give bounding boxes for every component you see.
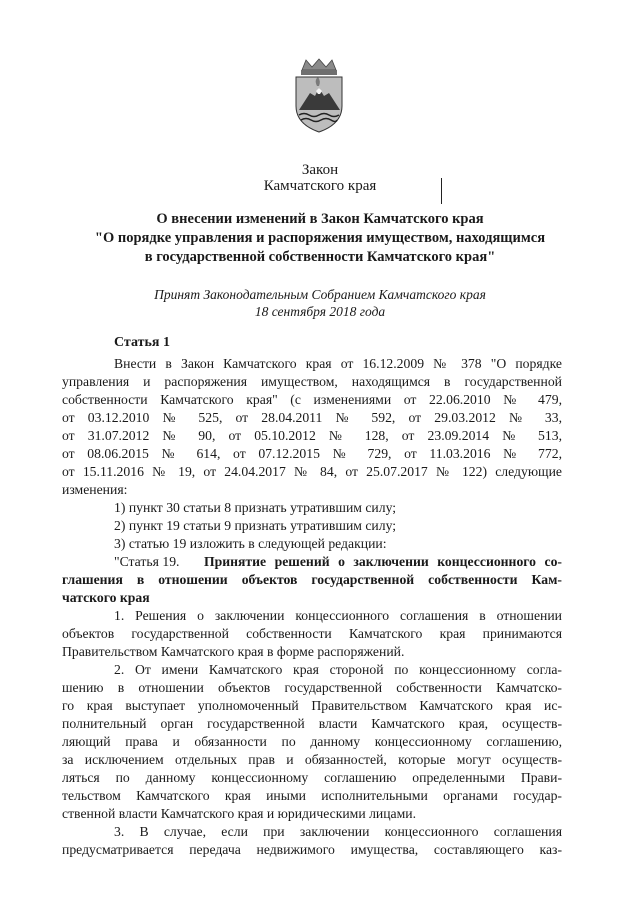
- article-line: от 03.12.2010 № 525, от 28.04.2011 № 592, от 29.03.2012 № 33,: [62, 410, 562, 425]
- region-label: Камчатского края: [263, 178, 377, 194]
- law-title-line-3: в государственной собственности Камчатского края": [144, 249, 496, 265]
- article-line: объектов государственной собственности Камчатского края принимаются: [62, 626, 562, 641]
- article-line: управления и распоряжения имуществом, находящимся в государственной: [62, 374, 562, 389]
- article-line: ляться по данному концессионному соглашению определенными Прави-: [62, 770, 562, 785]
- article-line: за исключением отдельных прав и обязанностей, которые могут осуществ-: [62, 752, 562, 767]
- article-line: шению в отношении объектов государственной собственности Камчатско-: [62, 680, 562, 695]
- article-line: от 15.11.2016 № 19, от 24.04.2017 № 84, от 25.07.2017 № 122) следующие: [62, 464, 562, 479]
- article-line: от 08.06.2015 № 614, от 07.12.2015 № 729, от 11.03.2016 № 772,: [62, 446, 562, 461]
- coat-of-arms-emblem: [290, 58, 348, 134]
- article-line: Правительством Камчатского края в форме распоряжений.: [62, 644, 405, 659]
- article-line: 3) статью 19 изложить в следующей редакции:: [114, 536, 387, 551]
- article-line: 2) пункт 19 статьи 9 признать утратившим силу;: [114, 518, 397, 533]
- article-heading: Статья 1: [114, 335, 170, 350]
- text-cursor: [441, 178, 442, 204]
- law-title-line-2: "О порядке управления и распоряжения имуществом, находящимся: [94, 230, 546, 246]
- article-line: изменения:: [62, 482, 128, 497]
- article-line: 2. От имени Камчатского края стороной по концессионному согла-: [114, 662, 562, 677]
- article-line: 3. В случае, если при заключении концессионного соглашения: [114, 824, 562, 839]
- article-line: тельством Камчатского края иными исполнительными органами государ-: [62, 788, 562, 803]
- article-line: го края выступает уполномоченный Правительством Камчатского края ис-: [62, 698, 562, 713]
- adoption-note: Принят Законодательным Собранием Камчатского края: [154, 287, 486, 302]
- adoption-date: 18 сентября 2018 года: [254, 304, 386, 319]
- law-label: Закон: [301, 162, 339, 178]
- article-19-title-line: чатского края: [62, 590, 150, 605]
- article-line: ляющий права и обязанности по данному концессионному соглашению,: [62, 734, 562, 749]
- article-line: 1) пункт 30 статьи 8 признать утратившим силу;: [114, 500, 397, 515]
- article-line: от 31.07.2012 № 90, от 05.10.2012 № 128, от 23.09.2014 № 513,: [62, 428, 562, 443]
- law-title-line-1: О внесении изменений в Закон Камчатского края: [156, 211, 484, 227]
- article-line: полнительный орган государственной власти Камчатского края, осуществ-: [62, 716, 562, 731]
- article-line: предусматривается передача недвижимого имущества, составляющего каз-: [62, 842, 562, 857]
- article-line: Внести в Закон Камчатского края от 16.12.2009 № 378 "О порядке: [114, 356, 562, 371]
- article-19-title-line: глашения в отношении объектов государственной собственности Кам-: [62, 572, 562, 587]
- article-line: собственности Камчатского края" (с изменениями от 22.06.2010 № 479,: [62, 392, 562, 407]
- article-line: 1. Решения о заключении концессионного соглашения в отношении: [114, 608, 562, 623]
- article-19-title-line: Принятие решений о заключении концессионного со-: [204, 554, 562, 569]
- article-line: ственной власти Камчатского края и юридическими лицами.: [62, 806, 417, 821]
- article-19-label: "Статья 19.: [114, 554, 180, 569]
